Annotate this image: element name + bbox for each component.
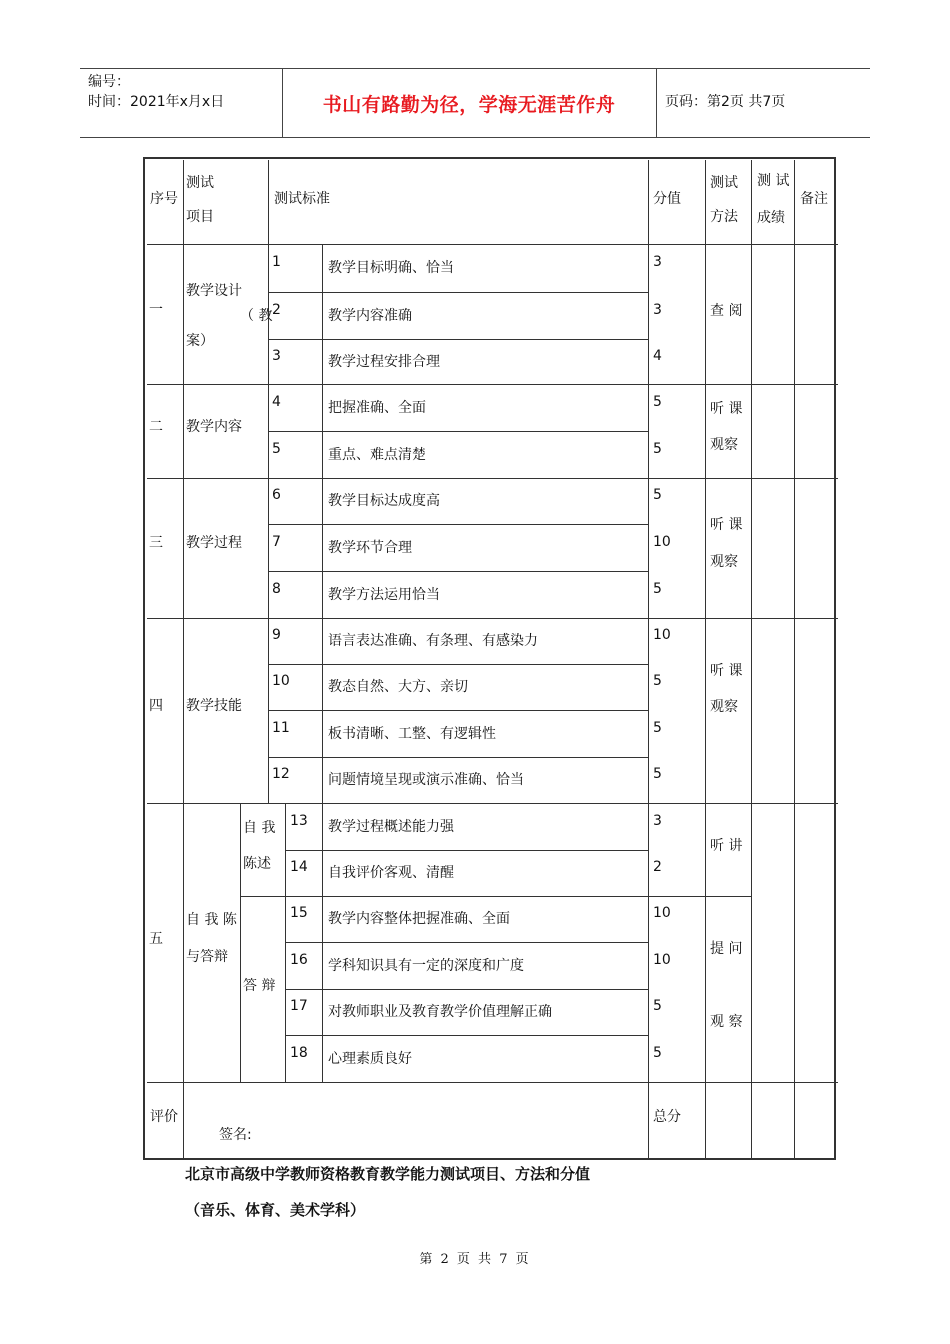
- header-divider: [656, 69, 657, 137]
- header-item: 测试: [186, 175, 214, 191]
- criterion-number: 9: [272, 627, 281, 643]
- row-rule-footer: [147, 1082, 838, 1083]
- col-rule-note: [794, 160, 795, 1160]
- criterion-score: 10: [653, 951, 671, 968]
- header-note: 备注: [800, 191, 828, 207]
- page-footer: 第 2 页 共 7 页: [419, 1252, 531, 1267]
- criterion-text: 对教师职业及教育教学价值理解正确: [328, 1004, 552, 1020]
- criterion-score: 3: [653, 812, 662, 829]
- section-method: 听 课: [710, 401, 743, 417]
- criterion-score: 5: [653, 998, 662, 1014]
- criterion-text: 教态自然、大方、亲切: [328, 679, 468, 695]
- header-score: 分值: [653, 191, 681, 207]
- row-rule: [268, 757, 648, 758]
- row-rule-sub: [240, 896, 705, 897]
- test-items-table: [143, 157, 836, 1160]
- criterion-number: 10: [272, 673, 290, 689]
- row-rule: [285, 942, 648, 943]
- row-rule: [268, 431, 648, 432]
- section-subitem: 自 我: [243, 820, 276, 836]
- criterion-score: 3: [653, 301, 662, 318]
- criterion-score: 10: [653, 627, 671, 643]
- header-seq: 序号: [150, 191, 178, 207]
- row-rule: [285, 989, 648, 990]
- section-method: 观察: [710, 437, 738, 453]
- section-item: 教学过程: [186, 535, 242, 551]
- criterion-text: 把握准确、全面: [328, 399, 426, 416]
- row-rule-section: [147, 803, 838, 804]
- row-rule: [268, 571, 648, 572]
- criterion-number: 5: [272, 440, 281, 457]
- criterion-number: 4: [272, 393, 281, 410]
- criterion-number: 6: [272, 487, 281, 503]
- criterion-text: 教学过程安排合理: [328, 353, 440, 370]
- header-method: 方法: [710, 209, 738, 225]
- criterion-score: 5: [653, 673, 662, 689]
- criterion-score: 5: [653, 1044, 662, 1061]
- row-rule: [268, 664, 648, 665]
- section-method: 观 察: [710, 1014, 743, 1030]
- section-method: 观察: [710, 699, 738, 715]
- number-label: 编号：: [88, 74, 130, 90]
- eval-label: 评价: [150, 1109, 178, 1125]
- col-rule-sub: [240, 803, 241, 1082]
- criterion-number: 8: [272, 580, 281, 597]
- section-method: 听 课: [710, 663, 743, 679]
- criterion-text: 自我评价客观、清醒: [328, 865, 454, 881]
- criterion-text: 教学内容整体把握准确、全面: [328, 911, 510, 927]
- criterion-text: 教学目标达成度高: [328, 493, 440, 509]
- header-standard: 测试标准: [274, 191, 330, 207]
- criterion-text: 问题情境呈现或演示准确、恰当: [328, 772, 524, 788]
- section-item: 教学技能: [186, 698, 242, 714]
- criterion-text: 语言表达准确、有条理、有感染力: [328, 633, 538, 649]
- criterion-number: 17: [290, 998, 308, 1014]
- col-rule-index: [322, 244, 323, 1082]
- col-rule-score: [648, 160, 649, 1160]
- section-method: 查 阅: [710, 303, 743, 319]
- criterion-score: 5: [653, 580, 662, 597]
- criterion-text: 教学目标明确、恰当: [328, 260, 454, 276]
- criterion-number: 18: [290, 1044, 308, 1061]
- criterion-score: 3: [653, 254, 662, 270]
- criterion-text: 教学环节合理: [328, 539, 412, 556]
- row-rule: [285, 850, 648, 851]
- criterion-text: 学科知识具有一定的深度和广度: [328, 957, 524, 974]
- section-item: 案）: [186, 333, 214, 349]
- row-rule-section: [147, 384, 838, 385]
- criterion-number: 16: [290, 951, 308, 968]
- criterion-text: 教学过程概述能力强: [328, 818, 454, 835]
- criterion-number: 2: [272, 301, 281, 318]
- header-meta: [88, 72, 224, 112]
- section-method: 观察: [710, 554, 738, 570]
- criterion-text: 教学内容准确: [328, 307, 412, 324]
- section-method: 听 讲: [710, 838, 743, 854]
- page-label: 页码：第2页 共7页: [665, 94, 786, 110]
- col-rule-item: [268, 160, 269, 803]
- header-result: 测 试: [757, 173, 790, 189]
- col-rule-seq: [183, 160, 184, 1160]
- col-rule-method: [705, 160, 706, 1160]
- section-item: 教学设计: [186, 283, 242, 299]
- section-item: （ 教: [240, 308, 273, 324]
- criterion-score: 10: [653, 533, 671, 550]
- table-caption: 北京市高级中学教师资格教育教学能力测试项目、方法和分值: [185, 1165, 591, 1183]
- criterion-number: 14: [290, 859, 308, 875]
- criterion-text: 心理素质良好: [328, 1050, 412, 1067]
- criterion-number: 12: [272, 766, 290, 782]
- criterion-score: 10: [653, 905, 671, 921]
- criterion-number: 7: [272, 533, 281, 550]
- criterion-score: 5: [653, 440, 662, 457]
- section-method: 提 问: [710, 941, 743, 957]
- row-rule-section: [147, 618, 838, 619]
- criterion-score: 4: [653, 347, 662, 364]
- criterion-number: 15: [290, 905, 308, 921]
- section-method: 听 课: [710, 517, 743, 533]
- section-number: 四: [149, 698, 163, 714]
- document-header: [80, 68, 870, 138]
- row-rule-method: [705, 896, 751, 897]
- section-number: 二: [149, 419, 163, 435]
- row-rule: [268, 524, 648, 525]
- criterion-score: 5: [653, 719, 662, 736]
- section-item: 教学内容: [186, 419, 242, 435]
- criterion-text: 板书清晰、工整、有逻辑性: [328, 725, 496, 742]
- section-item: 与答辩: [186, 949, 228, 965]
- row-rule-section: [147, 478, 838, 479]
- criterion-score: 5: [653, 487, 662, 503]
- header-result: 成绩: [757, 210, 785, 226]
- row-rule-header: [147, 244, 838, 245]
- section-number: 一: [149, 302, 163, 318]
- row-rule: [268, 339, 648, 340]
- time-label: 时间：2021年x月x日: [88, 94, 225, 110]
- row-rule: [285, 1035, 648, 1036]
- criterion-score: 5: [653, 393, 662, 410]
- section-number: 三: [149, 535, 163, 551]
- header-motto: 书山有路勤为径，学海无涯苦作舟: [322, 93, 616, 116]
- row-rule: [268, 710, 648, 711]
- total-label: 总分: [653, 1109, 681, 1125]
- criterion-text: 重点、难点清楚: [328, 446, 426, 463]
- criterion-score: 2: [653, 859, 662, 875]
- row-rule: [268, 292, 648, 293]
- criterion-number: 11: [272, 719, 290, 736]
- criterion-score: 5: [653, 766, 662, 782]
- header-item: 项目: [186, 209, 214, 225]
- section-item: 自 我 陈: [186, 912, 237, 928]
- criterion-number: 13: [290, 812, 308, 829]
- section-subitem: 答 辩: [243, 978, 276, 994]
- criterion-number: 1: [272, 254, 281, 270]
- col-rule-result: [751, 160, 752, 1160]
- header-method: 测试: [710, 175, 738, 191]
- criterion-text: 教学方法运用恰当: [328, 586, 440, 603]
- section-subitem: 陈述: [243, 856, 271, 872]
- signature-label: 签名:: [219, 1127, 252, 1143]
- table-subcaption: （音乐、体育、美术学科）: [185, 1201, 366, 1219]
- criterion-number: 3: [272, 347, 281, 364]
- section-number: 五: [149, 931, 163, 947]
